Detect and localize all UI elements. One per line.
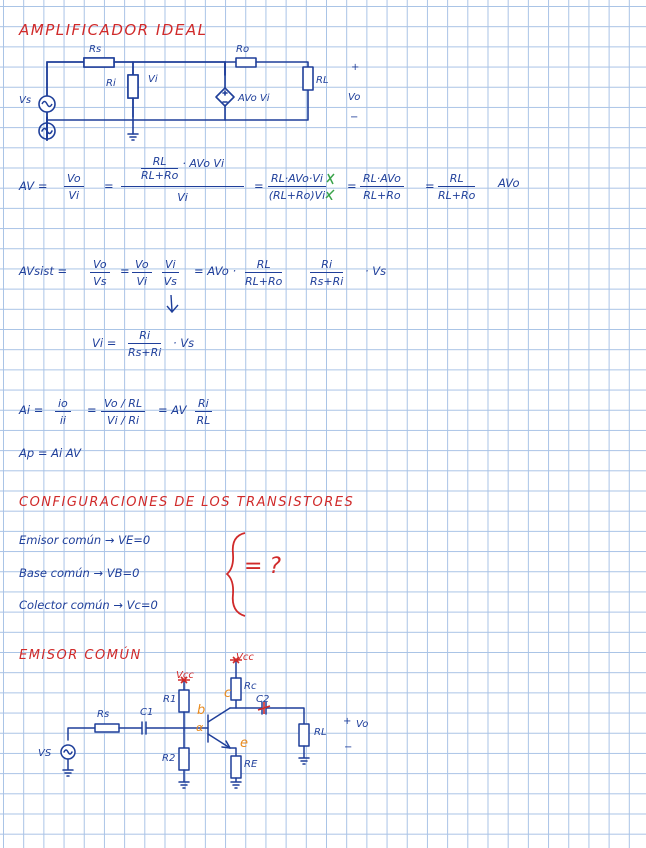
vi-f-den: Rs+Ri bbox=[128, 346, 162, 359]
label-avovi: AVo Vi bbox=[238, 93, 270, 104]
ai-frac-1 bbox=[55, 397, 71, 427]
ideal-amplifier-wires bbox=[0, 40, 646, 170]
vi-f-num: Ri bbox=[128, 329, 161, 344]
label-c1: C1 bbox=[140, 707, 154, 718]
section-title-config: CONFIGURACIONES DE LOS TRANSISTORES bbox=[19, 495, 355, 510]
avsist-lhs: AVsist = bbox=[19, 264, 68, 278]
label-ro: Ro bbox=[236, 44, 250, 55]
av-lhs: AV = bbox=[19, 179, 48, 193]
label-vs-ce: VS bbox=[38, 748, 52, 759]
av-f2-num-factor: · AVo Vi bbox=[182, 157, 225, 170]
label-b: b bbox=[197, 703, 206, 718]
label-vcc1: Vcc bbox=[176, 670, 194, 681]
label-minus-ce: − bbox=[344, 742, 353, 753]
avsist-f4-den: RL+Ro bbox=[245, 275, 283, 288]
av-f2-den: Vi bbox=[121, 186, 244, 204]
ri-resistor-body bbox=[128, 75, 138, 98]
config-item-2: Base común → VB=0 bbox=[19, 566, 140, 580]
re-resistor bbox=[231, 756, 241, 778]
ai-frac-3 bbox=[195, 397, 212, 427]
av-f1-den: Vi bbox=[68, 189, 80, 202]
label-plus: + bbox=[351, 62, 360, 73]
label-vcc2: Vcc bbox=[236, 652, 254, 663]
av-f1-num: Vo bbox=[64, 172, 84, 187]
av-f4-num: RL·AVo bbox=[360, 172, 404, 187]
rs-resistor-ce bbox=[95, 724, 119, 732]
avsist-f2-den: Vi bbox=[136, 275, 148, 288]
wire-top-mid bbox=[114, 62, 225, 75]
ai-f1-num: io bbox=[55, 397, 71, 412]
label-rc: Rc bbox=[244, 681, 257, 692]
ai-eq2: = AV bbox=[158, 403, 187, 417]
section-title-emisor: EMISOR COMÚN bbox=[19, 648, 142, 663]
ground-symbol bbox=[128, 134, 138, 140]
ro-resistor-body bbox=[236, 58, 256, 67]
label-c: c bbox=[224, 686, 232, 701]
wire-input-top bbox=[47, 62, 84, 84]
avsist-f1-num: Vo bbox=[90, 258, 110, 273]
ai-f3-den: RL bbox=[196, 414, 211, 427]
r1-resistor bbox=[179, 690, 189, 712]
label-r1: R1 bbox=[163, 694, 177, 705]
label-vo-ce: Vo bbox=[356, 719, 369, 730]
avsist-eq2: = AVo · bbox=[194, 264, 237, 278]
label-rl: RL bbox=[316, 75, 329, 86]
av-f2-num-bottom: RL+Ro bbox=[140, 169, 179, 182]
label-c2: C2 bbox=[256, 694, 270, 705]
label-minus: − bbox=[350, 112, 359, 123]
avsist-frac-3 bbox=[162, 258, 179, 288]
label-re: RE bbox=[244, 759, 258, 770]
section-title-ideal: AMPLIFICADOR IDEAL bbox=[19, 21, 208, 39]
av-frac-5 bbox=[438, 172, 475, 202]
rc-resistor bbox=[231, 678, 241, 700]
avsist-frac-5 bbox=[310, 258, 343, 288]
av-f2-num-top: RL bbox=[141, 155, 178, 169]
label-rs: Rs bbox=[89, 44, 102, 55]
config-item-1: Emisor común → VE=0 bbox=[19, 533, 151, 547]
label-plus-ce: + bbox=[343, 716, 352, 727]
av-f3-den: (RL+Ro)Vi bbox=[268, 189, 326, 202]
label-e: e bbox=[240, 736, 248, 751]
label-rs-ce: Rs bbox=[97, 709, 110, 720]
avsist-frac-4 bbox=[245, 258, 282, 288]
label-vo: Vo bbox=[348, 92, 361, 103]
avsist-f4-num: RL bbox=[245, 258, 282, 273]
avsist-f5-den: Rs+Ri bbox=[310, 275, 344, 288]
av-eq1: = bbox=[104, 179, 114, 193]
config-item-3: Colector común → Vc=0 bbox=[19, 598, 158, 612]
down-arrow bbox=[163, 293, 183, 323]
av-eq4: = bbox=[425, 179, 435, 193]
avsist-f5-num: Ri bbox=[310, 258, 343, 273]
ai-lhs: Ai = bbox=[19, 403, 44, 417]
avsist-frac-2 bbox=[132, 258, 152, 288]
rl-resistor-ce bbox=[299, 724, 309, 746]
r2-resistor bbox=[179, 748, 189, 770]
rs-resistor-body bbox=[84, 58, 114, 67]
av-f5-den: RL+Ro bbox=[438, 189, 476, 202]
av-frac-vo-vi bbox=[64, 172, 84, 202]
av-f5-num: RL bbox=[438, 172, 475, 187]
av-tail: AVo bbox=[498, 176, 520, 190]
vi-lhs: Vi = bbox=[92, 336, 117, 350]
ai-f2-den: Vi / Ri bbox=[107, 414, 140, 427]
label-r2: R2 bbox=[162, 753, 176, 764]
cancel-marks bbox=[314, 170, 344, 200]
av-frac-big bbox=[121, 155, 244, 204]
ap-equation: Ap = Ai AV bbox=[19, 446, 81, 460]
label-ri: Ri bbox=[106, 78, 116, 89]
label-vi: Vi bbox=[148, 74, 158, 85]
avsist-f2-num: Vo bbox=[132, 258, 152, 273]
av-eq3: = bbox=[347, 179, 357, 193]
av-frac-4 bbox=[360, 172, 404, 202]
common-emitter-circuit bbox=[0, 650, 646, 800]
config-question: = ? bbox=[244, 554, 282, 579]
ai-eq1: = bbox=[87, 403, 97, 417]
avsist-f1-den: Vs bbox=[93, 275, 107, 288]
avsist-frac-1 bbox=[90, 258, 110, 288]
vi-tail: · Vs bbox=[173, 336, 195, 350]
rl-resistor-body bbox=[303, 67, 313, 90]
avsist-f3-num: Vi bbox=[162, 258, 179, 273]
ai-frac-2 bbox=[101, 397, 145, 427]
avsist-f3-den: Vs bbox=[163, 275, 177, 288]
label-alpha: α bbox=[196, 721, 204, 734]
ai-f3-num: Ri bbox=[195, 397, 212, 412]
avsist-tail: · Vs bbox=[365, 264, 387, 278]
label-rl-ce: RL bbox=[314, 727, 327, 738]
av-eq2: = bbox=[254, 179, 264, 193]
label-vs: Vs bbox=[19, 95, 32, 106]
ai-f1-den: ii bbox=[59, 414, 66, 427]
av-f3-num: RL·AVo·Vi bbox=[268, 172, 326, 187]
vi-frac bbox=[128, 329, 161, 359]
ai-f2-num: Vo / RL bbox=[101, 397, 145, 412]
av-f4-den: RL+Ro bbox=[363, 189, 401, 202]
avsist-eq1: = bbox=[120, 264, 130, 278]
